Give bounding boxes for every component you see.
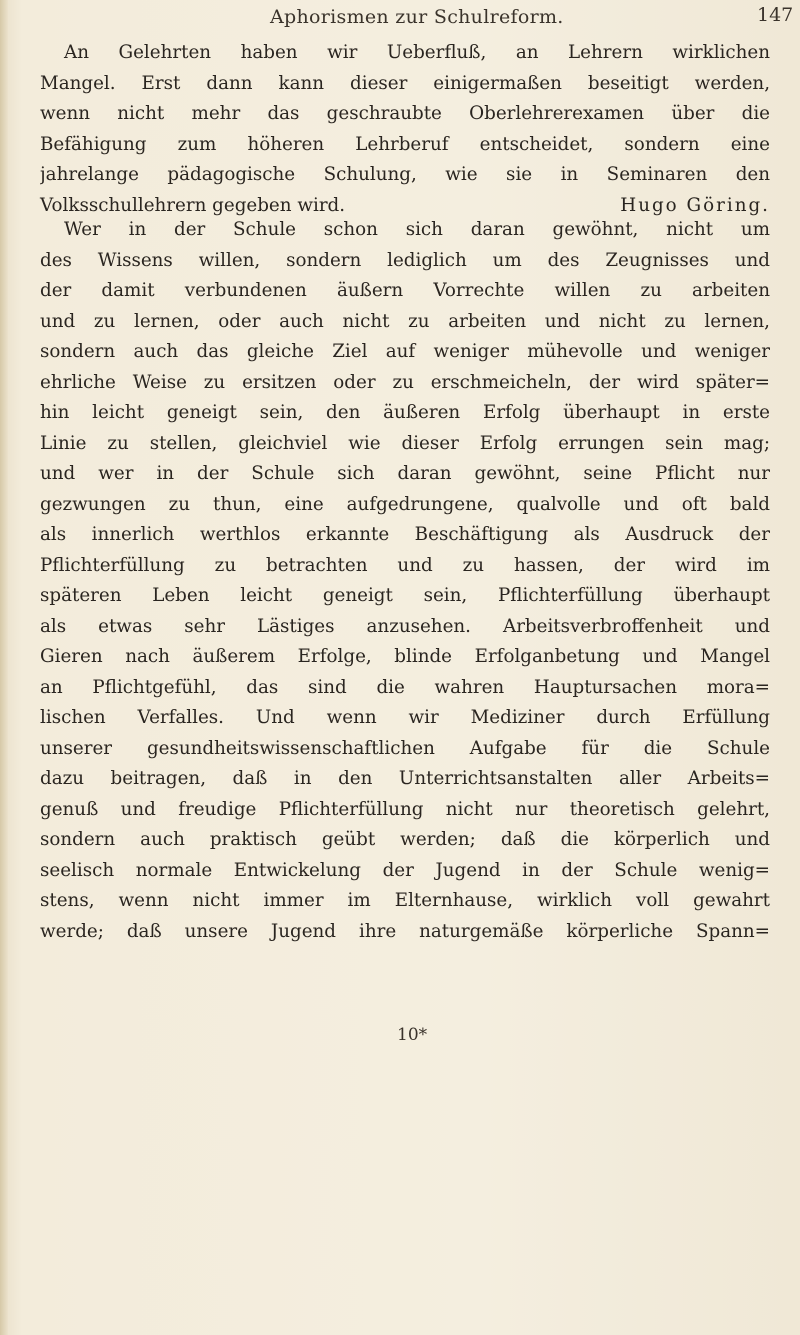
- text-line: Linie zu stellen, gleichviel wie dieser Erfolg errungen sein mag;: [40, 432, 770, 454]
- paragraph-1: [40, 38, 770, 221]
- text-line: sondern auch praktisch geübt werden; daß die körperlich und: [40, 829, 770, 850]
- text-line: des Wissens willen, sondern lediglich um des Zeugnisses und: [40, 249, 770, 271]
- text-line: Wer in der Schule schon sich daran gewöhnt, nicht um: [64, 219, 770, 240]
- text-line: dazu beitragen, daß in den Unterrichtsanstalten aller Arbeits=: [40, 768, 770, 789]
- text-line: und zu lernen, oder auch nicht zu arbeiten und nicht zu lernen,: [40, 310, 770, 332]
- text-line: lischen Verfalles. Und wenn wir Mediziner durch Erfüllung: [40, 707, 770, 728]
- text-line: unserer gesundheitswissenschaftlichen Aufgabe für die Schule: [40, 737, 770, 759]
- text-line: an Pflichtgefühl, das sind die wahren Hauptursachen mora=: [40, 676, 770, 698]
- text-line: der damit verbundenen äußern Vorrechte willen zu arbeiten: [40, 280, 770, 301]
- text-line: als etwas sehr Lästiges anzusehen. Arbeitsverbroffenheit und: [40, 615, 770, 637]
- text-line: Befähigung zum höheren Lehrberuf entscheidet, sondern eine: [40, 133, 770, 155]
- text-line: wenn nicht mehr das geschraubte Oberlehrerexamen über die: [40, 103, 770, 124]
- text-line: und wer in der Schule sich daran gewöhnt, seine Pflicht nur: [40, 463, 770, 484]
- text-line: ehrliche Weise zu ersitzen oder zu erschmeicheln, der wird später=: [40, 371, 770, 393]
- text-line: An Gelehrten haben wir Ueberfluß, an Lehrern wirklichen: [64, 42, 770, 63]
- text-line: als innerlich werthlos erkannte Beschäftigung als Ausdruck der: [40, 524, 770, 545]
- page-spine-shadow: [0, 0, 8, 1335]
- text-line: Volksschullehrern gegeben wird.: [40, 194, 346, 216]
- text-line: Pflichterfüllung zu betrachten und zu hassen, der wird im: [40, 554, 770, 576]
- text-line: Mangel. Erst dann kann dieser einigermaßen beseitigt werden,: [40, 72, 770, 94]
- text-line: gezwungen zu thun, eine aufgedrungene, qualvolle und oft bald: [40, 493, 770, 515]
- text-line: jahrelange pädagogische Schulung, wie sie in Seminaren den: [40, 164, 770, 185]
- text-line: genuß und freudige Pflichterfüllung nicht nur theoretisch gelehrt,: [40, 798, 770, 820]
- text-line: sondern auch das gleiche Ziel auf weniger mühevolle und weniger: [40, 341, 770, 362]
- text-line: werde; daß unsere Jugend ihre naturgemäße körperliche Spann=: [40, 920, 770, 942]
- printer-signature-mark: 10*: [397, 1025, 428, 1045]
- text-line: Gieren nach äußerem Erfolge, blinde Erfolganbetung und Mangel: [40, 646, 770, 667]
- text-line: späteren Leben leicht geneigt sein, Pflichterfüllung überhaupt: [40, 585, 770, 606]
- author-signature: Hugo Göring.: [620, 194, 770, 216]
- text-line: seelisch normale Entwickelung der Jugend in der Schule wenig=: [40, 859, 770, 881]
- page-number: 147: [757, 4, 794, 26]
- paragraph-2: [40, 215, 770, 947]
- text-line: stens, wenn nicht immer im Elternhause, wirklich voll gewahrt: [40, 890, 770, 911]
- text-line: hin leicht geneigt sein, den äußeren Erfolg überhaupt in erste: [40, 402, 770, 423]
- running-head: Aphorismen zur Schulreform.: [270, 6, 564, 28]
